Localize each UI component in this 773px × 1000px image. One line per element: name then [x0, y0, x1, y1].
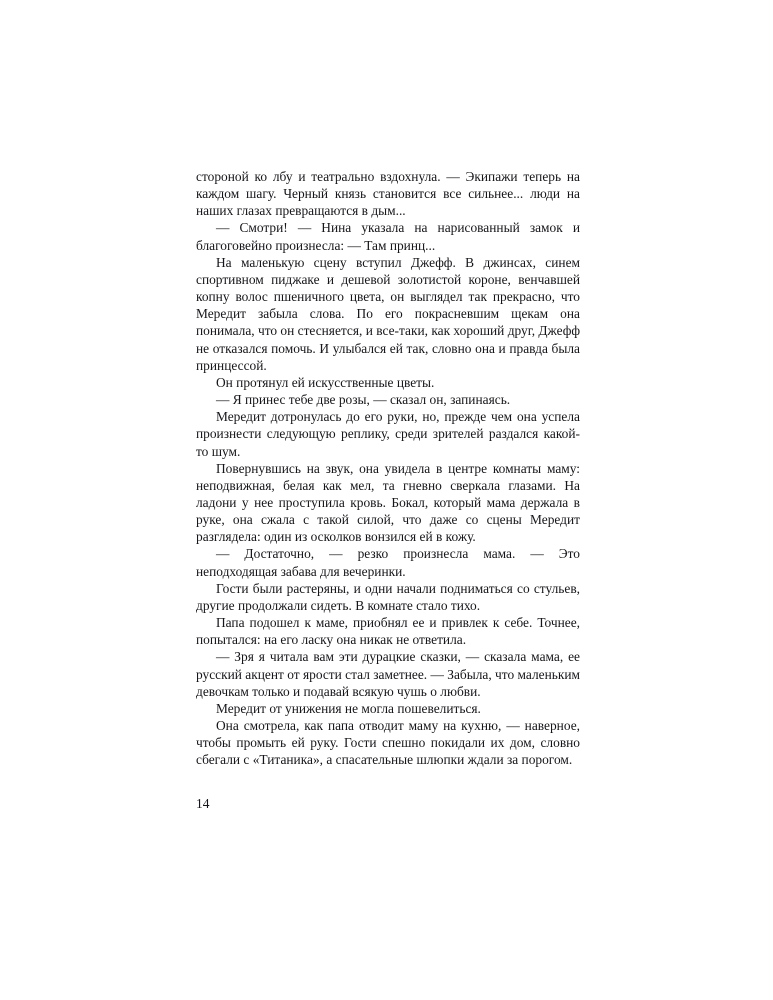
paragraph: Мередит дотронулась до его руки, но, прежде чем она успела произнести следующую реплику, среди зрителей раздался какой-то шум.: [196, 409, 580, 459]
paragraph: Мередит от унижения не могла пошевелиться.: [216, 700, 481, 716]
paragraph: — Зря я читала вам эти дурацкие сказки, — сказала мама, ее русский акцент от ярости стал заметнее. — Забыла, что маленьким девочкам только и подавай всякую чушь о любви.: [196, 649, 580, 699]
paragraph: На маленькую сцену вступил Джефф. В джинсах, синем спортивном пиджаке и дешевой золотистой короне, венчавшей копну волос пшеничного цвета, он выглядел так прекрасно, что Мередит забыла слова. По его покрасневшим щекам она понимала, что он стесняется, и все-таки, как хороший друг, Джефф не отказался помочь. И улыбался ей так, словно она и правда была принцессой.: [196, 254, 580, 373]
paragraph: стороной ко лбу и театрально вздохнула. — Экипажи теперь на каждом шагу. Черный князь становится все сильнее... люди на наших глазах превращаются в дым...: [196, 169, 580, 219]
paragraph: Повернувшись на звук, она увидела в центре комнаты маму: неподвижная, белая как мел, та гневно сверкала глазами. На ладони у нее проступила кровь. Бокал, который мама держала в руке, она сжала с такой силой, что даже со сцены Мередит разглядела: один из осколков вонзился ей в кожу.: [196, 460, 580, 545]
paragraph: Он протянул ей искусственные цветы.: [216, 374, 435, 390]
paragraph: — Я принес тебе две розы, — сказал он, запинаясь.: [216, 392, 511, 408]
paragraph: Гости были растеряны, и одни начали подниматься со стульев, другие продолжали сидеть. В комнате стало тихо.: [196, 580, 580, 613]
page-number: 14: [196, 796, 210, 811]
paragraph: Она смотрела, как папа отводит маму на кухню, — наверное, чтобы промыть ей руку. Гости спешно покидали их дом, словно сбегали с «Титаника», а спасательные шлюпки ждали за порогом.: [196, 718, 580, 768]
page-text-block: [196, 168, 580, 768]
paragraph: — Смотри! — Нина указала на нарисованный замок и благоговейно произнесла: — Там принц...: [196, 220, 580, 253]
paragraph: Папа подошел к маме, приобнял ее и привлек к себе. Точнее, попытался: на его ласку она никак не ответила.: [196, 615, 580, 648]
paragraph: — Достаточно, — резко произнесла мама. — Это неподходящая забава для вечеринки.: [196, 546, 580, 579]
